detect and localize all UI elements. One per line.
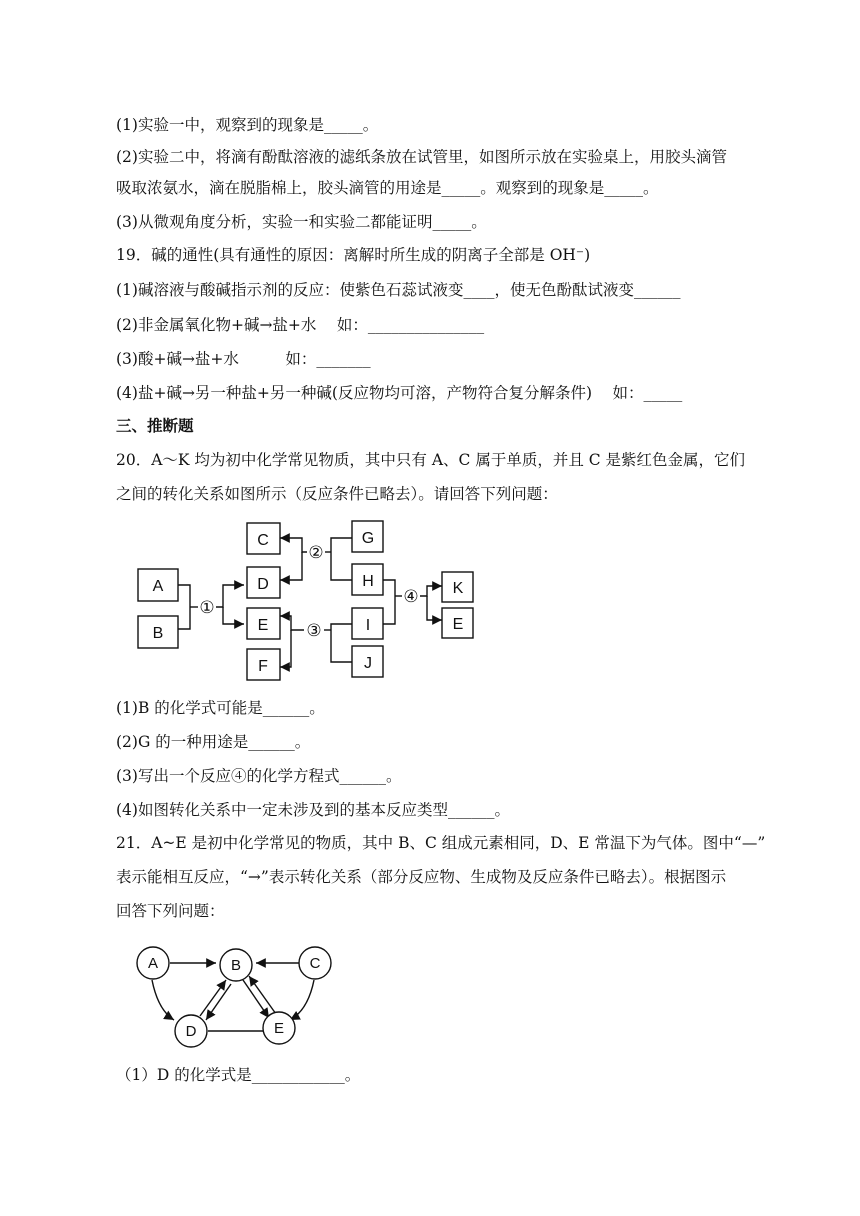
relation-diagram [128,938,348,1050]
q19-part2: (2)非金属氧化物+碱→盐+水 如：_______________ [116,316,485,334]
q21-stem-line1: 21．A~E 是初中化学常见的物质，其中 B、C 组成元素相同，D、E 常温下为气体。图中“—” [116,834,766,852]
q21-part1: （1）D 的化学式是____________。 [116,1066,361,1084]
conversion-diagram [128,518,478,684]
node-e: E [273,1020,285,1037]
q20-part2: (2)G 的一种用途是______。 [116,733,311,751]
box-d: D [257,576,269,593]
reaction-4-label: ④ [403,587,419,606]
node-c: C [309,955,321,972]
box-h: H [362,573,374,590]
box-e-left: E [257,617,269,634]
box-a: A [152,578,164,595]
box-k: K [452,580,464,597]
node-b: B [230,957,242,974]
node-d: D [185,1023,197,1040]
q19-part4: (4)盐+碱→另一种盐+另一种碱(反应物均可溶，产物符合复分解条件) 如：_____ [116,384,683,402]
section-heading: 三、推断题 [116,416,194,435]
q20-part3: (3)写出一个反应④的化学方程式______。 [116,767,402,785]
q18-part1: (1)实验一中，观察到的现象是_____。 [116,116,379,134]
q19-part1: (1)碱溶液与酸碱指示剂的反应：使紫色石蕊试液变____，使无色酚酞试液变______ [116,281,681,299]
q21-stem-line2: 表示能相互反应，“→”表示转化关系（部分反应物、生成物及反应条件已略去）。根据图示 [116,868,727,886]
box-e-right: E [452,616,464,633]
box-c: C [257,532,269,549]
reaction-2-label: ② [308,543,324,562]
q20-stem-line2: 之间的转化关系如图所示（反应条件已略去）。请回答下列问题： [116,485,558,503]
q20-part4: (4)如图转化关系中一定未涉及到的基本反应类型______。 [116,801,510,819]
q18-part3: (3)从微观角度分析，实验一和实验二都能证明_____。 [116,213,487,231]
box-f: F [258,658,268,675]
q18-part2-line2: 吸取浓氨水，滴在脱脂棉上，胶头滴管的用途是_____。观察到的现象是_____。 [116,179,659,197]
q18-part2-line1: (2)实验二中，将滴有酚酞溶液的滤纸条放在试管里，如图所示放在实验桌上，用胶头滴管 [116,148,727,166]
node-a: A [147,955,159,972]
box-j: J [364,655,372,672]
box-b: B [152,625,164,642]
reaction-3-label: ③ [306,621,322,640]
q20-part1: (1)B 的化学式可能是______。 [116,699,325,717]
reaction-1-label: ① [199,598,215,617]
q19-title: 19．碱的通性(具有通性的原因：离解时所生成的阴离子全部是 OH⁻) [116,246,591,264]
box-g: G [361,530,375,547]
q21-stem-line3: 回答下列问题： [116,902,225,920]
q19-part3: (3)酸+碱→盐+水 如：_______ [116,350,371,368]
q20-stem-line1: 20．A～K 均为初中化学常见物质，其中只有 A、C 属于单质，并且 C 是紫红色金属，它们 [116,451,746,469]
box-i: I [365,617,371,634]
